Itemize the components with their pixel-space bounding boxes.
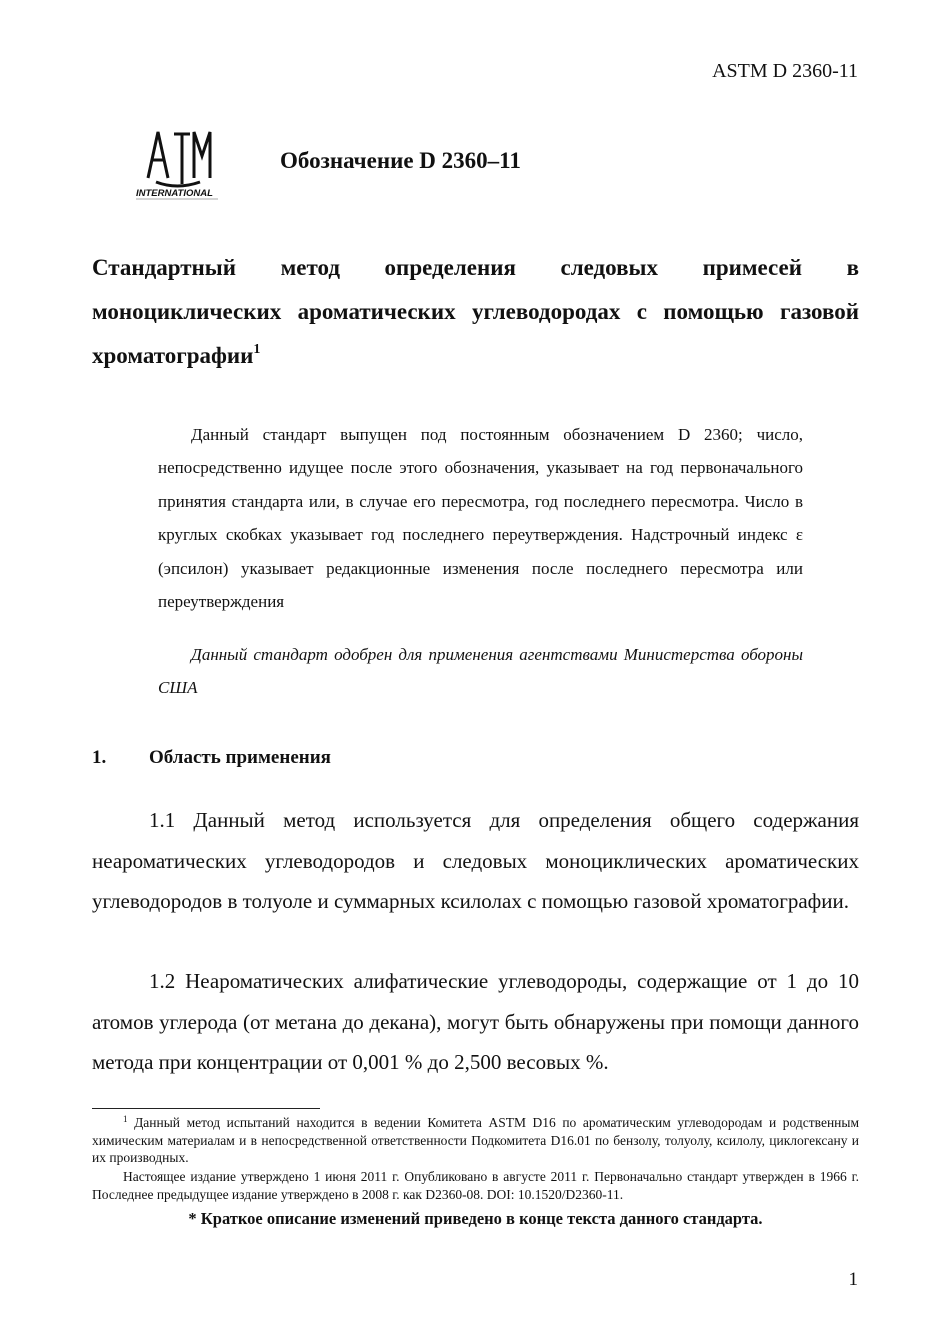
approval-note: Данный стандарт одобрен для применения агентствами Министерства обороны США: [158, 645, 803, 698]
footnote-2: Настоящее издание утверждено 1 июня 2011 г. Опубликовано в августе 2011 г. Первоначально стандарт утвержден в 1966 г. Последнее предыдущее издание утверждено в 2008 г. как D2360-08. DOI: 10.1520/D2360-11.: [92, 1169, 859, 1202]
section-title: Область применения: [149, 747, 331, 768]
document-code: ASTM D 2360-11: [712, 60, 858, 82]
document-title: [92, 246, 859, 378]
page-number: 1: [848, 1269, 858, 1290]
footnote-divider: [92, 1108, 320, 1109]
document-title-text: Стандартный метод определения следовых примесей в моноциклических ароматических углеводородах с помощью газовой хроматографии: [92, 255, 859, 368]
paragraph-1-2: 1.2 Неароматических алифатические углеводороды, содержащие от 1 до 10 атомов углерода (от метана до декана), могут быть обнаружены при помощи данного метода при концентрации от 0,001 % до 2,500 весовых %.: [92, 969, 859, 1074]
astm-logo-sublabel: INTERNATIONAL: [136, 188, 213, 199]
preface-note: Данный стандарт выпущен под постоянным обозначением D 2360; число, непосредственно идущее после этого обозначения, указывает на год первоначального принятия стандарта или, в случае его пересмотра, год последнего пересмотра. Число в круглых скобках указывает год последнего переутверждения. Надстрочный индекс ε (эпсилон) указывает редакционные изменения после последнего пересмотра или переутверждения: [158, 425, 803, 612]
footnote-1: [92, 1114, 859, 1167]
paragraph-1-1: 1.1 Данный метод используется для определения общего содержания неароматических углеводородов и следовых моноциклических ароматических углеводородов в толуоле и суммарных ксилолах с помощью газовой хроматографии.: [92, 808, 859, 913]
astm-logo-mark: [148, 132, 210, 186]
designation-heading: Обозначение D 2360–11: [280, 148, 521, 173]
title-footnote-ref[interactable]: 1: [253, 342, 261, 357]
footnote-1-text: Данный метод испытаний находится в ведении Комитета ASTM D16 по ароматическим углеводородам и родственным химическим материалам и в непосредственной ответственности Подкомитета D16.01 по бензолу, толуолу, ксилолу, циклогексану и их производных.: [92, 1115, 860, 1165]
section-number: 1.: [92, 747, 107, 768]
changes-summary-note: * Краткое описание изменений приведено в конце текста данного стандарта.: [188, 1209, 763, 1228]
footnote-1-marker: 1: [123, 1114, 128, 1124]
astm-logo: [134, 124, 220, 200]
